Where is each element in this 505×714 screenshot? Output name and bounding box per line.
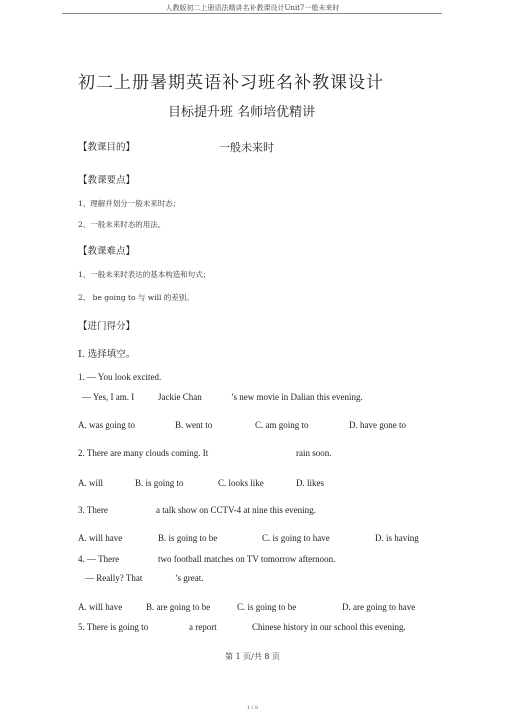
question-1-line-2c: ’s new movie in Dalian this evening. [231, 392, 363, 402]
question-1-line-2b: Jackie Chan [158, 392, 202, 402]
section-keypoints-label: 【教课要点】 [78, 175, 136, 186]
question-3-option-b: B. is going to be [158, 533, 218, 543]
keypoint-item-1: 1、理解并划分一般未来时态； [78, 199, 181, 208]
running-header: 人教版初二上册语法精讲名补教课设计Unit7一般未来时 [165, 4, 340, 12]
question-5-line-1a: 5. There is going to [78, 622, 149, 632]
question-3-line-1a: 3. There [78, 505, 108, 515]
question-2-option-a: A. will [78, 478, 104, 488]
page-title: 初二上册暑期英语补习班名补教课设计 [78, 73, 384, 93]
question-4-line-2b: ’s great. [175, 573, 204, 583]
question-4-option-b: B. are going to be [146, 602, 211, 612]
question-4-line-1a: 4. — There [78, 554, 120, 564]
section-purpose-value: 一般未来时 [219, 141, 274, 154]
question-1-option-d: D. have gone to [349, 420, 406, 430]
difficulty-item-1: 1、一般未来时表达的基本构造和句式； [78, 270, 211, 279]
question-1-option-c: C. am going to [255, 420, 309, 430]
question-3-line-1b: a talk show on CCTV-4 at nine this evening. [156, 505, 316, 515]
page-index: 1 / 8 [246, 705, 259, 711]
question-4-option-c: C. is going to be [237, 602, 297, 612]
question-2-line-1b: rain soon. [296, 448, 332, 458]
question-2-option-b: B. is going to [135, 478, 184, 488]
question-5-line-1c: Chinese history in our school this evening. [252, 622, 406, 632]
question-4-option-d: D. are going to have [342, 602, 416, 612]
question-1-option-b: B. went to [175, 420, 213, 430]
section-purpose-label: 【教课目的】 [78, 142, 136, 153]
question-4-option-a: A. will have [78, 602, 123, 612]
question-4-line-1b: two football matches on TV tomorrow afternoon. [158, 554, 336, 564]
question-3-option-c: C. is going to have [262, 533, 330, 543]
header-rule [62, 13, 442, 14]
difficulty-item-2: 2、 be going to 与 will 的差别。 [78, 293, 194, 302]
question-3-option-d: D. is having [375, 533, 419, 543]
section-intro-label: 【进门得分】 [78, 321, 136, 332]
keypoint-item-2: 2、一般未来时态的用法。 [78, 220, 166, 229]
question-4-line-2a: — Really? That [85, 573, 143, 583]
page-subtitle: 目标提升班 名师培优精讲 [168, 105, 316, 120]
question-3-option-a: A. will have [78, 533, 123, 543]
page-footer: 第 1 页/共 8 页 [224, 652, 281, 661]
question-2-option-c: C. looks like [218, 478, 264, 488]
exercise-heading: I. 选择填空。 [78, 349, 136, 360]
section-difficulties-label: 【教课难点】 [78, 246, 136, 257]
question-1-line-2a: — Yes, I am. I [82, 392, 135, 402]
question-5-line-1b: a report [189, 622, 217, 632]
question-1-option-a: A. was going to [78, 420, 135, 430]
question-1-line-1: 1. — You look excited. [78, 372, 162, 382]
question-2-line-1a: 2. There are many clouds coming. It [78, 448, 209, 458]
question-2-option-d: D. likes [296, 478, 324, 488]
